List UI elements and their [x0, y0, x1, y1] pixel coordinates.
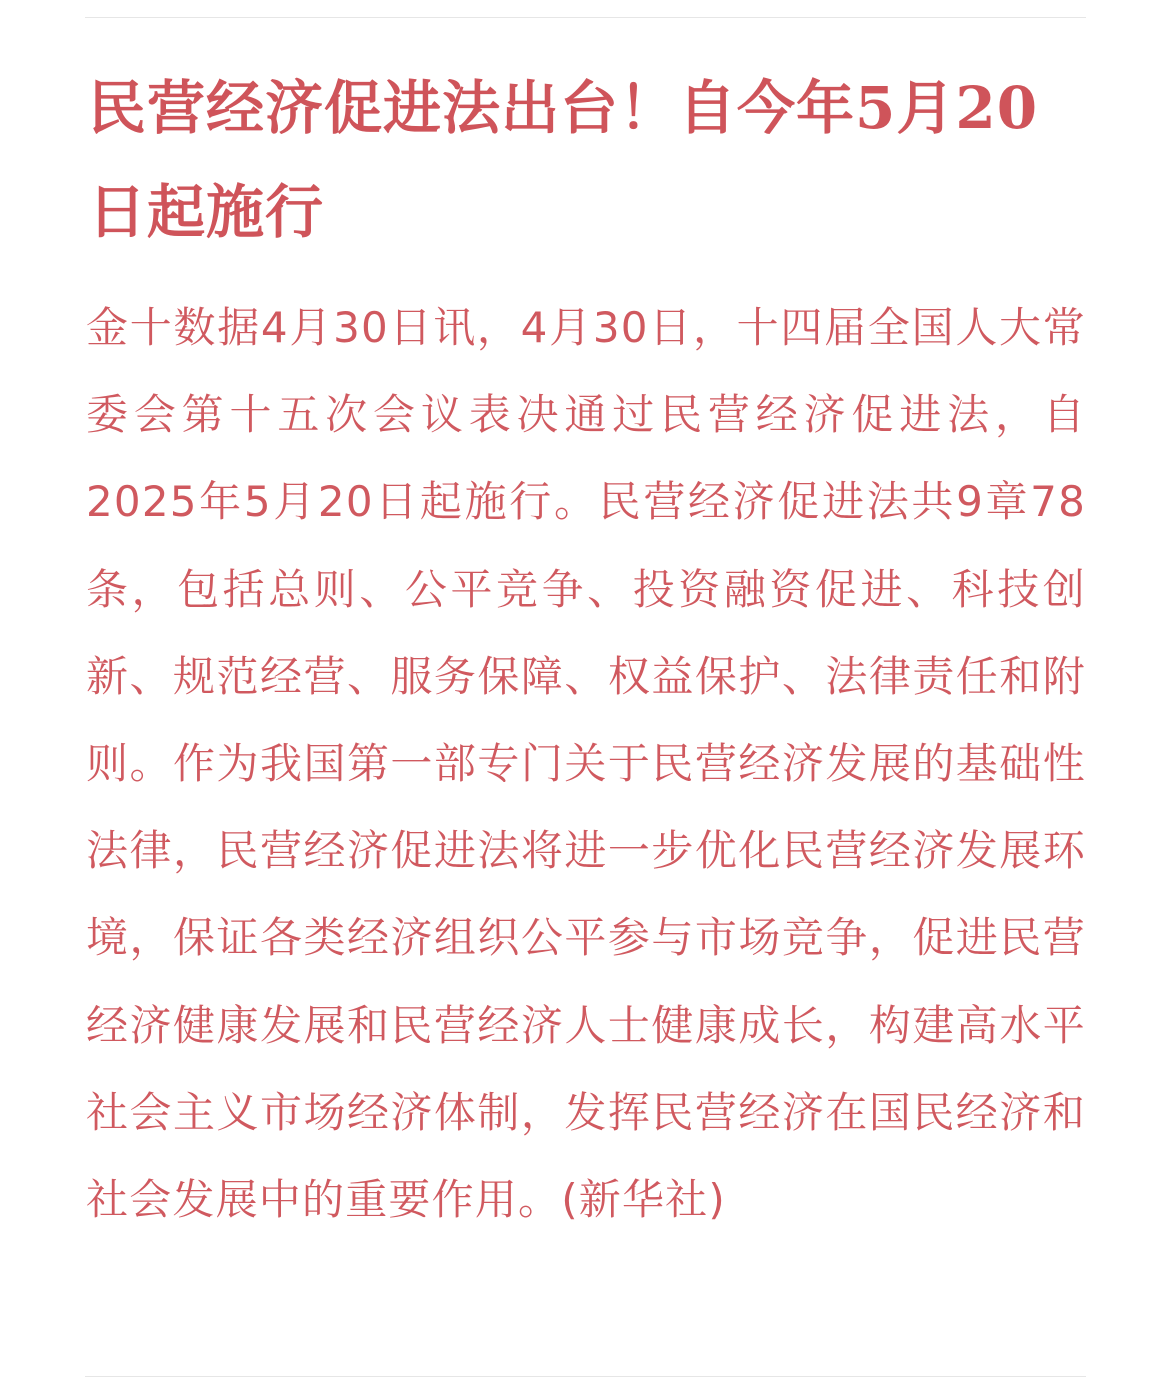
article-body: 金十数据4月30日讯，4月30日，十四届全国人大常委会第十五次会议表决通过民营经济促进法，自2025年5月20日起施行。民营经济促进法共9章78条，包括总则、公平竞争、投资融资促进、科技创新、规范经营、服务保障、权益保护、法律责任和附则。作为我国第一部专门关于民营经济发展的基础性法律，民营经济促进法将进一步优化民营经济发展环境，保证各类经济组织公平参与市场竞争，促进民营经济健康发展和民营经济人士健康成长，构建高水平社会主义市场经济体制，发挥民营经济在国民经济和社会发展中的重要作用。(新华社)	[86, 303, 1086, 1225]
article-title: 民营经济促进法出台！自今年5月20日起施行	[88, 74, 1039, 246]
top-divider	[85, 17, 1086, 18]
bottom-divider	[85, 1376, 1086, 1377]
